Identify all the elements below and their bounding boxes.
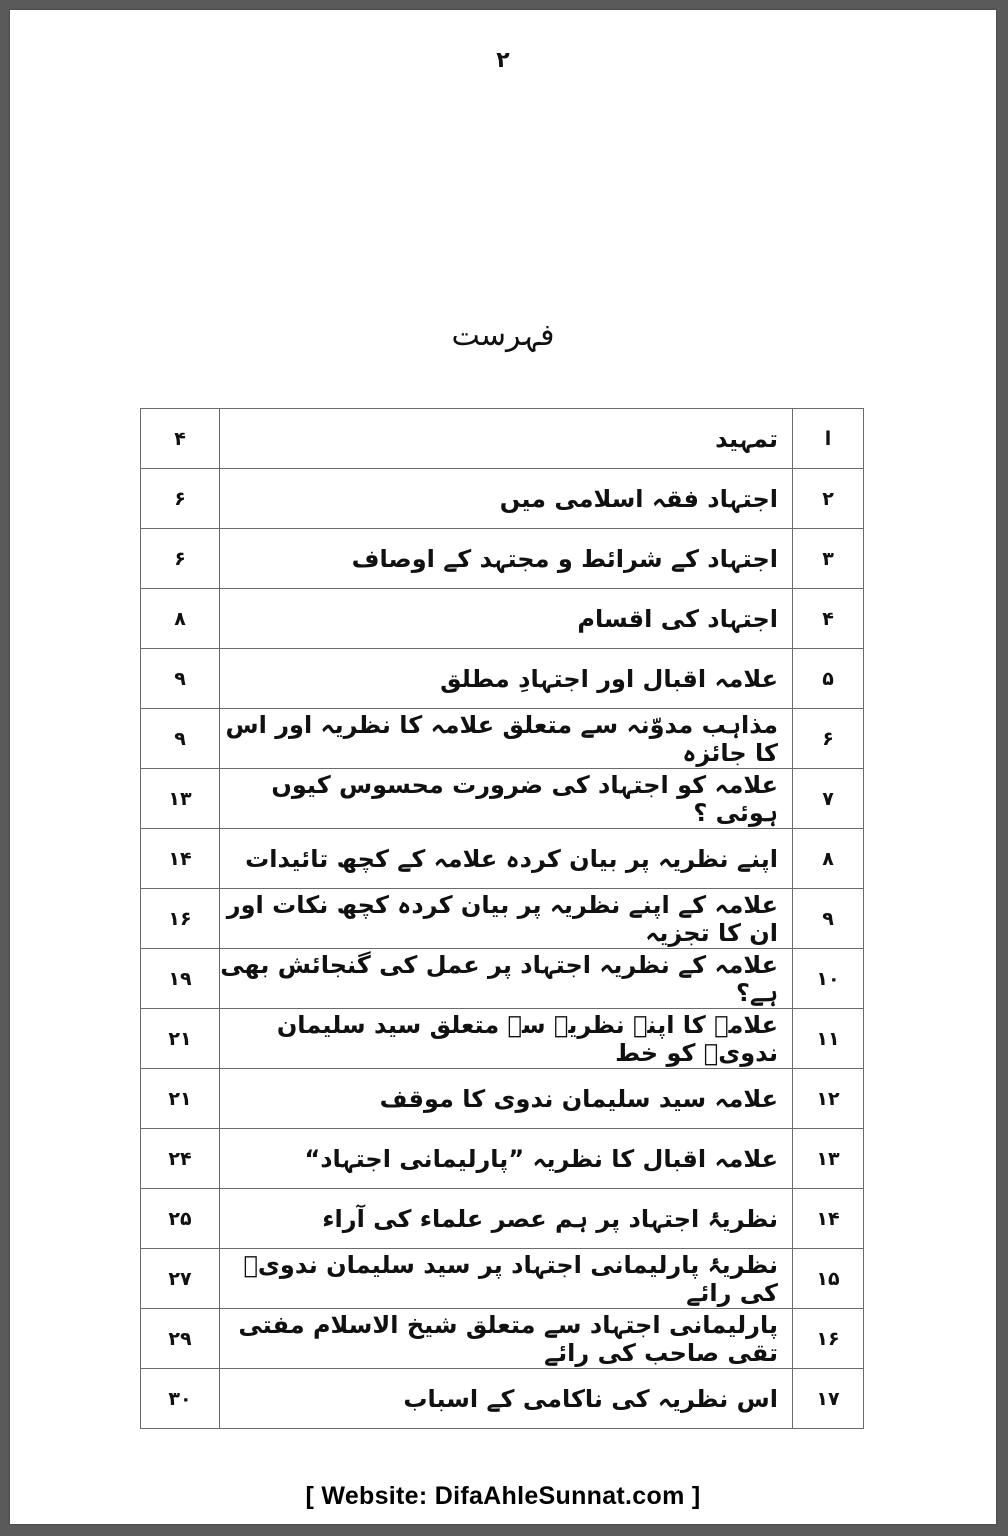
toc-row [141,1369,864,1429]
toc-entry-page: ۱۶ [141,889,220,949]
toc-entry-page: ۴ [141,409,220,469]
toc-entry-page: ۱۴ [141,829,220,889]
toc-entry-title: علامہ اقبال اور اجتہادِ مطلق [220,649,793,709]
toc-entry-page: ۸ [141,589,220,649]
toc-entry-number: ۱۱ [793,1009,864,1069]
toc-entry-title: علامہ کے اپنے نظریہ پر بیان کردہ کچھ نکات اور ان کا تجزیہ [220,889,793,949]
toc-entry-number: ۷ [793,769,864,829]
toc-row [141,769,864,829]
toc-row [141,1009,864,1069]
toc-entry-number: ا [793,409,864,469]
toc-entry-page: ۱۳ [141,769,220,829]
toc-entry-number: ۸ [793,829,864,889]
toc-entry-title: علامہ کو اجتہاد کی ضرورت محسوس کیوں ہوئی ؟ [220,769,793,829]
toc-table [140,408,864,1429]
toc-entry-page: ۶ [141,469,220,529]
toc-entry-title: اپنے نظریہ پر بیان کردہ علامہ کے کچھ تائیدات [220,829,793,889]
toc-entry-number: ۴ [793,589,864,649]
toc-entry-title: مذاہب مدوّنہ سے متعلق علامہ کا نظریہ اور اس کا جائزہ [220,709,793,769]
toc-entry-title: اس نظریہ کی ناکامی کے اسباب [220,1369,793,1429]
toc-entry-number: ۳ [793,529,864,589]
toc-row [141,589,864,649]
toc-entry-title: نظریۂ اجتہاد پر ہم عصر علماء کی آراء [220,1189,793,1249]
toc-entry-title: علامہ کا اپنے نظریہ سے متعلق سید سلیمان ندویؒ کو خط [220,1009,793,1069]
toc-body [141,409,864,1429]
toc-entry-page: ۳۰ [141,1369,220,1429]
toc-entry-number: ۶ [793,709,864,769]
toc-row [141,469,864,529]
toc-entry-page: ۶ [141,529,220,589]
toc-row [141,409,864,469]
toc-entry-title: پارلیمانی اجتہاد سے متعلق شیخ الاسلام مفتی تقی صاحب کی رائے [220,1309,793,1369]
toc-row [141,709,864,769]
toc-row [141,1249,864,1309]
toc-entry-title: علامہ اقبال کا نظریہ ”پارلیمانی اجتہاد“ [220,1129,793,1189]
toc-entry-page: ۲۴ [141,1129,220,1189]
toc-entry-title: تمہید [220,409,793,469]
toc-entry-page: ۲۷ [141,1249,220,1309]
toc-entry-title: نظریۂ پارلیمانی اجتہاد پر سید سلیمان ندویؒ کی رائے [220,1249,793,1309]
toc-row [141,1189,864,1249]
toc-row [141,829,864,889]
toc-entry-page: ۹ [141,649,220,709]
toc-row [141,1309,864,1369]
toc-row [141,889,864,949]
document-page [10,10,996,1524]
toc-entry-number: ۹ [793,889,864,949]
toc-entry-title: اجتہاد کے شرائط و مجتہد کے اوصاف [220,529,793,589]
toc-entry-number: ۲ [793,469,864,529]
toc-entry-number: ۱۴ [793,1189,864,1249]
toc-entry-number: ۱۷ [793,1369,864,1429]
toc-row [141,1069,864,1129]
toc-entry-number: ۱۲ [793,1069,864,1129]
website-footer: [ Website: DifaAhleSunnat.com ] [305,1482,701,1510]
toc-entry-title: علامہ کے نظریہ اجتہاد پر عمل کی گنجائش بھی ہے؟ [220,949,793,1009]
toc-entry-page: ۹ [141,709,220,769]
toc-entry-number: ۱۰ [793,949,864,1009]
toc-entry-number: ۱۳ [793,1129,864,1189]
toc-title: فہرست [451,318,555,353]
toc-entry-page: ۲۱ [141,1009,220,1069]
toc-entry-page: ۲۹ [141,1309,220,1369]
toc-row [141,949,864,1009]
toc-entry-number: ۵ [793,649,864,709]
toc-entry-number: ۱۵ [793,1249,864,1309]
toc-entry-page: ۱۹ [141,949,220,1009]
toc-row [141,529,864,589]
toc-row [141,649,864,709]
toc-entry-title: اجتہاد فقہ اسلامی میں [220,469,793,529]
toc-entry-title: علامہ سید سلیمان ندوی کا موقف [220,1069,793,1129]
toc-entry-page: ۲۵ [141,1189,220,1249]
toc-entry-number: ۱۶ [793,1309,864,1369]
toc-entry-title: اجتہاد کی اقسام [220,589,793,649]
toc-entry-page: ۲۱ [141,1069,220,1129]
page-number: ۲ [496,48,510,73]
toc-row [141,1129,864,1189]
